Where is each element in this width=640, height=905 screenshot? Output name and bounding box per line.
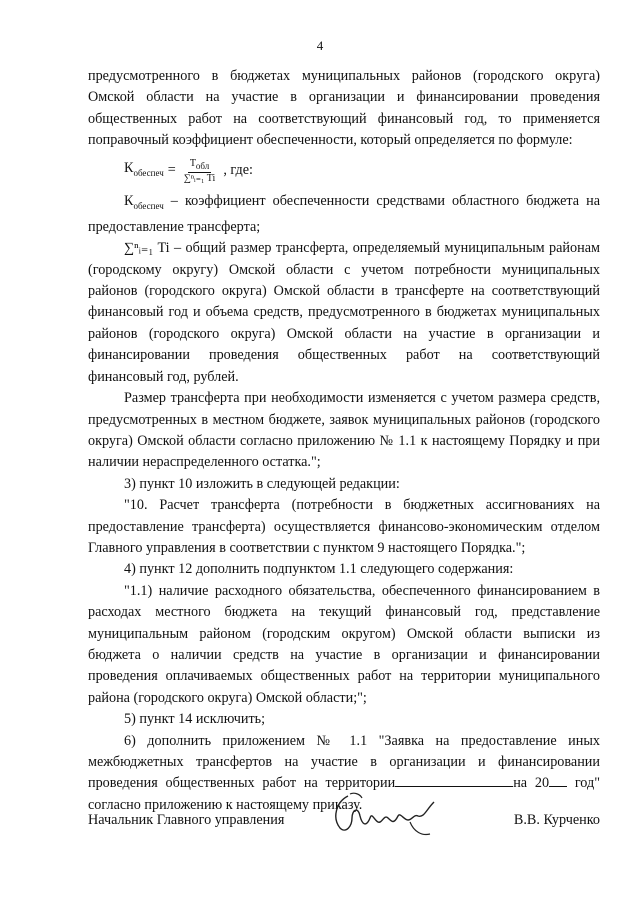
paragraph: ∑ⁿᵢ₌₁ Ti – общий размер трансферта, определяемый муниципальным районам (городскому округу) Омской области с учетом потребности муниципальных районов (городского округа) Омской области в трансферте на соответствующий финансовый год и объема средств, предусмотренного в бюджетах муниципальных районов (городского округа) Омской области на участие в организации и финансировании проведения общественных работ на соответствующий финансовый год, рублей.: [88, 240, 600, 385]
paragraph: 3) пункт 10 изложить в следующей редакции:: [124, 475, 400, 492]
signatory-name: В.В. Курченко: [513, 812, 600, 828]
formula-tail: , где:: [223, 162, 253, 179]
paragraph: предусмотренного в бюджетах муниципальных районов (городского округа) Омской области на участие в организации и финансировании проведения общественных работ на соответствующий финансовый год, то применяется поправочный коэффициент обеспеченности, который определяется по формуле:: [88, 68, 600, 149]
formula: [124, 158, 600, 185]
formula-lhs: $К_{обеспеч}$: [124, 160, 164, 178]
paragraph: "10. Расчет трансферта (потребности в бюджетных ассигнованиях на предоставление трансферта) осуществляется финансово-экономическим отделом Главного управления в соответствии с пунктом 9 настоящего Порядка.";: [88, 497, 600, 556]
signatory-position: Начальник Главного управления: [88, 812, 285, 828]
page-number: 4: [316, 38, 324, 53]
formula-equals: =: [167, 162, 176, 179]
paragraph: "1.1) наличие расходного обязательства, обеспеченного финансированием в расходах местного бюджета на текущий финансовый год, представление муниципальным районом (городским округом) Омской области выписки из бюджета о наличии средств на участие в организации и финансировании проведения оплачиваемых общественных работ на территории муниципального района (городского округа) Омской области;";: [88, 582, 600, 706]
handwritten-signature: [330, 788, 440, 840]
paragraph: $К_{обеспеч}$ – коэффициент обеспеченности средствами областного бюджета на предоставление трансферта;: [88, 192, 600, 235]
formula-fraction: $\frac{Т_{обл}}{\text{∑ⁿᵢ₌₁ Ti}}$: [183, 157, 216, 184]
paragraph: 6) дополнить приложением № 1.1 "Заявка на предоставление иных межбюджетных трансфертов на участие в организации и финансировании проведения общественных работ на территории на 20 год" согласно приложению к настоящему приказу.: [88, 732, 600, 813]
paragraph: 5) пункт 14 исключить;: [124, 711, 266, 728]
document-body: [88, 66, 600, 816]
paragraph: 4) пункт 12 дополнить подпунктом 1.1 следующего содержания:: [124, 561, 514, 578]
paragraph: Размер трансферта при необходимости изменяется с учетом размера средств, предусмотренных в местном бюджете, заявок муниципальных районов (городского округа) Омской области согласно приложению № 1.1 к настоящему Порядку и при наличии нераспределенного остатка.";: [88, 390, 600, 471]
